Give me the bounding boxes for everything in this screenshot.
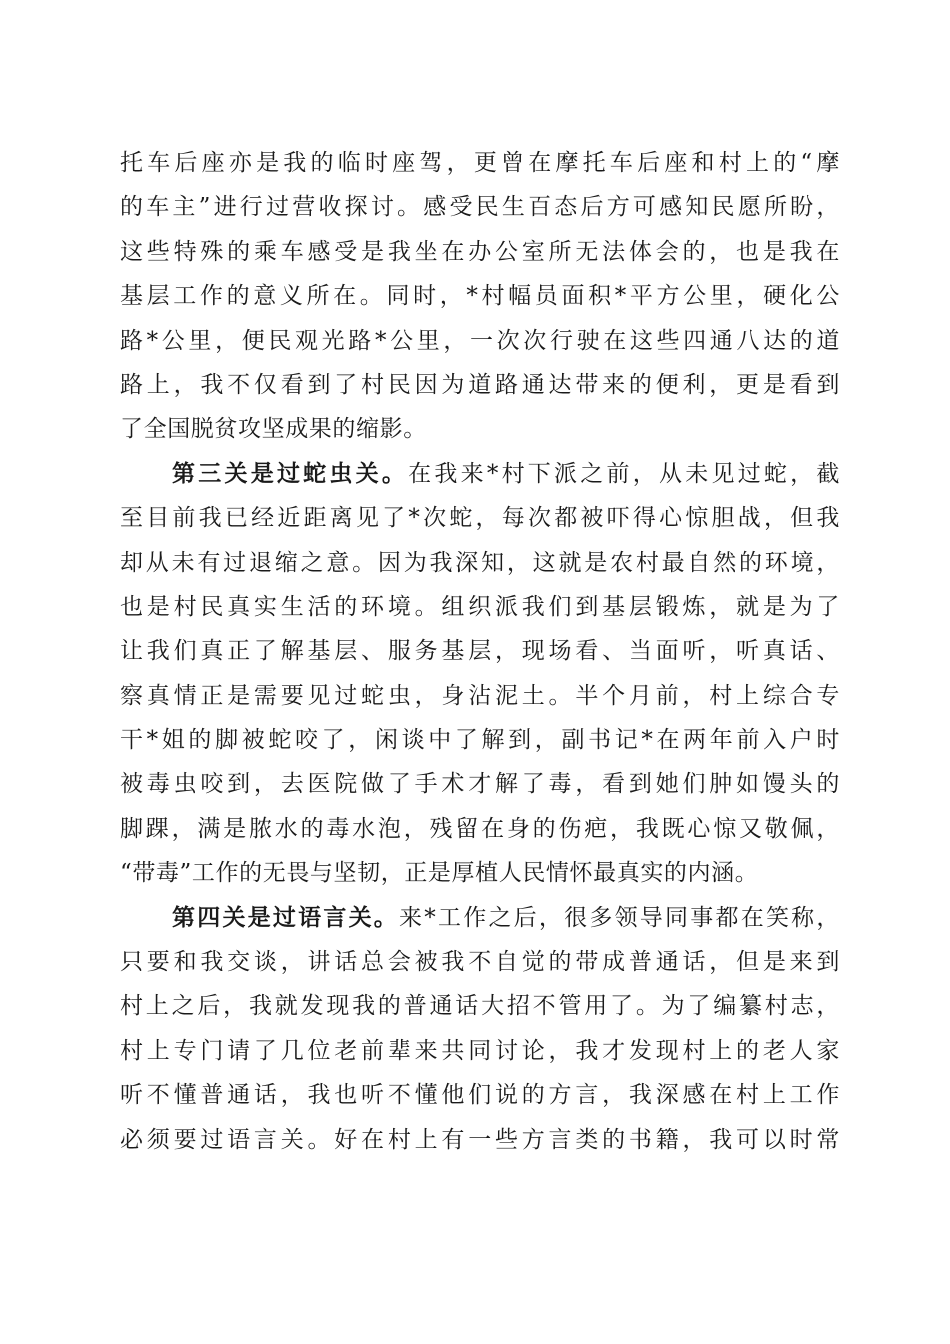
text-line: 干*姐的脚被蛇咬了，闲谈中了解到，副书记*在两年前入户时 [120,727,840,754]
text-run: 来*工作之后，很多领导同事都在笑称， [399,904,840,931]
text-line: 必须要过语言关。好在村上有一些方言类的书籍，我可以时常 [120,1126,840,1153]
text-line: 基层工作的意义所在。同时，*村幅员面积*平方公里，硬化公 [120,283,840,310]
text-run: 在我来*村下派之前，从未见过蛇，截 [408,460,840,487]
section-heading: 第三关是过蛇虫关。 [172,459,409,487]
section-heading: 第四关是过语言关。 [172,903,400,931]
text-line: 至目前我已经近距离见了*次蛇，每次都被吓得心惊胆战，但我 [120,505,840,532]
text-line: 路上，我不仅看到了村民因为道路通达带来的便利，更是看到 [120,371,840,398]
text-line: 察真情正是需要见过蛇虫，身沾泥土。半个月前，村上综合专 [120,682,840,709]
paragraph-first-line [120,896,840,940]
text-line: 村上之后，我就发现我的普通话大招不管用了。为了编纂村志， [120,993,840,1020]
text-line: 村上专门请了几位老前辈来共同讨论，我才发现村上的老人家 [120,1037,840,1064]
text-line: 被毒虫咬到，去医院做了手术才解了毒，看到她们肿如馒头的 [120,771,840,798]
text-line: 却从未有过退缩之意。因为我深知，这就是农村最自然的环境， [120,549,840,576]
text-line: 的车主”进行过营收探讨。感受民生百态后方可感知民愿所盼， [120,194,840,221]
text-line: 也是村民真实生活的环境。组织派我们到基层锻炼，就是为了 [120,593,840,620]
paragraph-first-line [120,452,840,496]
text-line: 让我们真正了解基层、服务基层，现场看、当面听，听真话、 [120,638,840,665]
body-text [120,141,840,1162]
text-line: 只要和我交谈，讲话总会被我不自觉的带成普通话，但是来到 [120,949,840,976]
text-line: “带毒”工作的无畏与坚韧，正是厚植人民情怀最真实的内涵。 [120,860,759,887]
text-line: 托车后座亦是我的临时座驾，更曾在摩托车后座和村上的“摩 [120,150,840,176]
paragraph-language [120,896,840,1162]
text-line: 这些特殊的乘车感受是我坐在办公室所无法体会的，也是我在 [120,238,840,265]
text-line: 路*公里，便民观光路*公里，一次次行驶在这些四通八达的道 [120,327,840,354]
paragraph-transport [120,141,840,452]
text-line: 脚踝，满是脓水的毒水泡，残留在身的伤疤，我既心惊又敬佩， [120,815,840,842]
text-line: 了全国脱贫攻坚成果的缩影。 [120,416,427,443]
text-line: 听不懂普通话，我也听不懂他们说的方言，我深感在村上工作 [120,1082,840,1109]
paragraph-snakes-insects [120,452,840,896]
